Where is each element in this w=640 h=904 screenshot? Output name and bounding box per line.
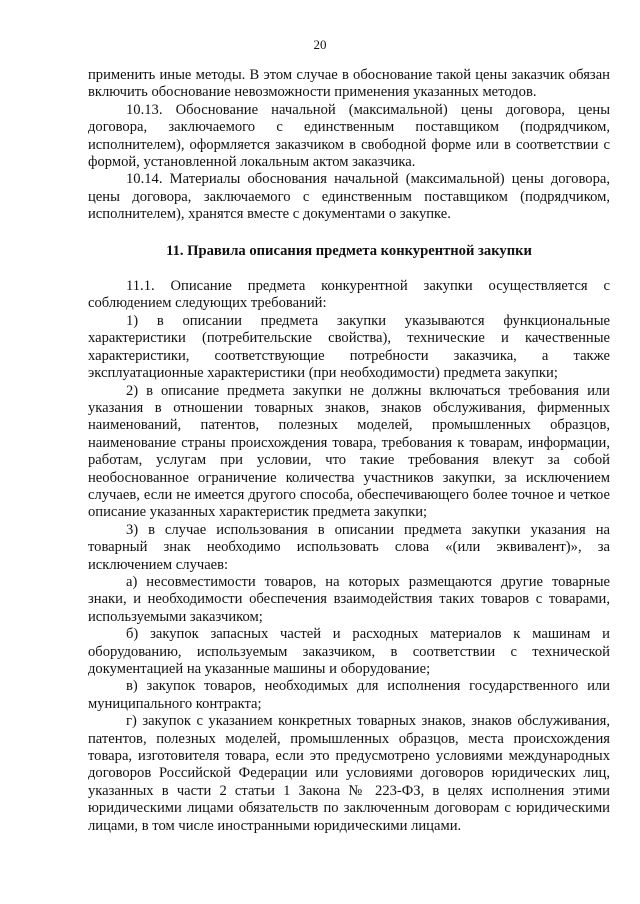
sub-item-b: б) закупок запасных частей и расходных материалов к машинам и оборудованию, используемым заказчиком, в соответствии с технической документацией на указанные машины и оборудование; xyxy=(88,626,610,677)
sub-item-v: в) закупок товаров, необходимых для исполнения государственного или муниципального контракта; xyxy=(88,678,610,712)
paragraph-10-13: 10.13. Обоснование начальной (максимальной) цены договора, цены договора, заключаемого с единственным поставщиком (подрядчиком, исполнителем), оформляется заказчиком в свободной форме или в соответствии с формой, установленной локальным актом заказчика. xyxy=(88,101,610,171)
sub-item-a: а) несовместимости товаров, на которых размещаются другие товарные знаки, и необходимости обеспечения взаимодействия таких товаров с товарами, используемыми заказчиком; xyxy=(88,573,610,625)
section-heading: 11. Правила описания предмета конкурентной закупки xyxy=(166,242,532,259)
paragraph-10-14: 10.14. Материалы обоснования начальной (максимальной) цены договора, цены договора, заключаемого с единственным поставщиком (подрядчиком, исполнителем), хранятся вместе с документами о закупке. xyxy=(88,171,610,223)
page-number: 20 xyxy=(313,37,327,52)
document-body xyxy=(88,67,610,835)
paragraph-11-1: 11.1. Описание предмета конкурентной закупки осуществляется с соблюдением следующих требований: xyxy=(88,278,610,312)
sub-item-g: г) закупок с указанием конкретных товарных знаков, знаков обслуживания, патентов, полезных моделей, промышленных образцов, места происхождения товара, изготовителя товара, если это предусмотрено условиями международных договоров Российской Федерации или условиями договоров юридических лиц, указанных в части 2 статьи 1 Закона № 223-ФЗ, в целях исполнения этими юридическими лицами обязательств по заключенным договорам с юридическими лицами, в том числе иностранными юридическими лицами. xyxy=(88,713,610,834)
list-item-2: 2) в описание предмета закупки не должны включаться требования или указания в отношении товарных знаков, знаков обслуживания, фирменных наименований, патентов, полезных моделей, промышленных образцов, наименование страны происхождения товара, требования к товарам, информации, работам, услугам при условии, что такие требования влекут за собой необоснованное ограничение количества участников закупки, за исключением случаев, если не имеется другого способа, обеспечивающего более точное и четкое описание указанных характеристик предмета закупки; xyxy=(88,382,610,521)
paragraph-continuation: применить иные методы. В этом случае в обоснование такой цены заказчик обязан включить обоснование невозможности применения указанных методов. xyxy=(88,67,610,101)
list-item-1: 1) в описании предмета закупки указываются функциональные характеристики (потребительские свойства), технические и качественные характеристики, соответствующие потребности заказчика, а также эксплуатационные характеристики (при необходимости) предмета закупки; xyxy=(88,312,610,382)
list-item-3: 3) в случае использования в описании предмета закупки указания на товарный знак необходимо использовать слова «(или эквивалент)», за исключением случаев: xyxy=(88,521,610,573)
